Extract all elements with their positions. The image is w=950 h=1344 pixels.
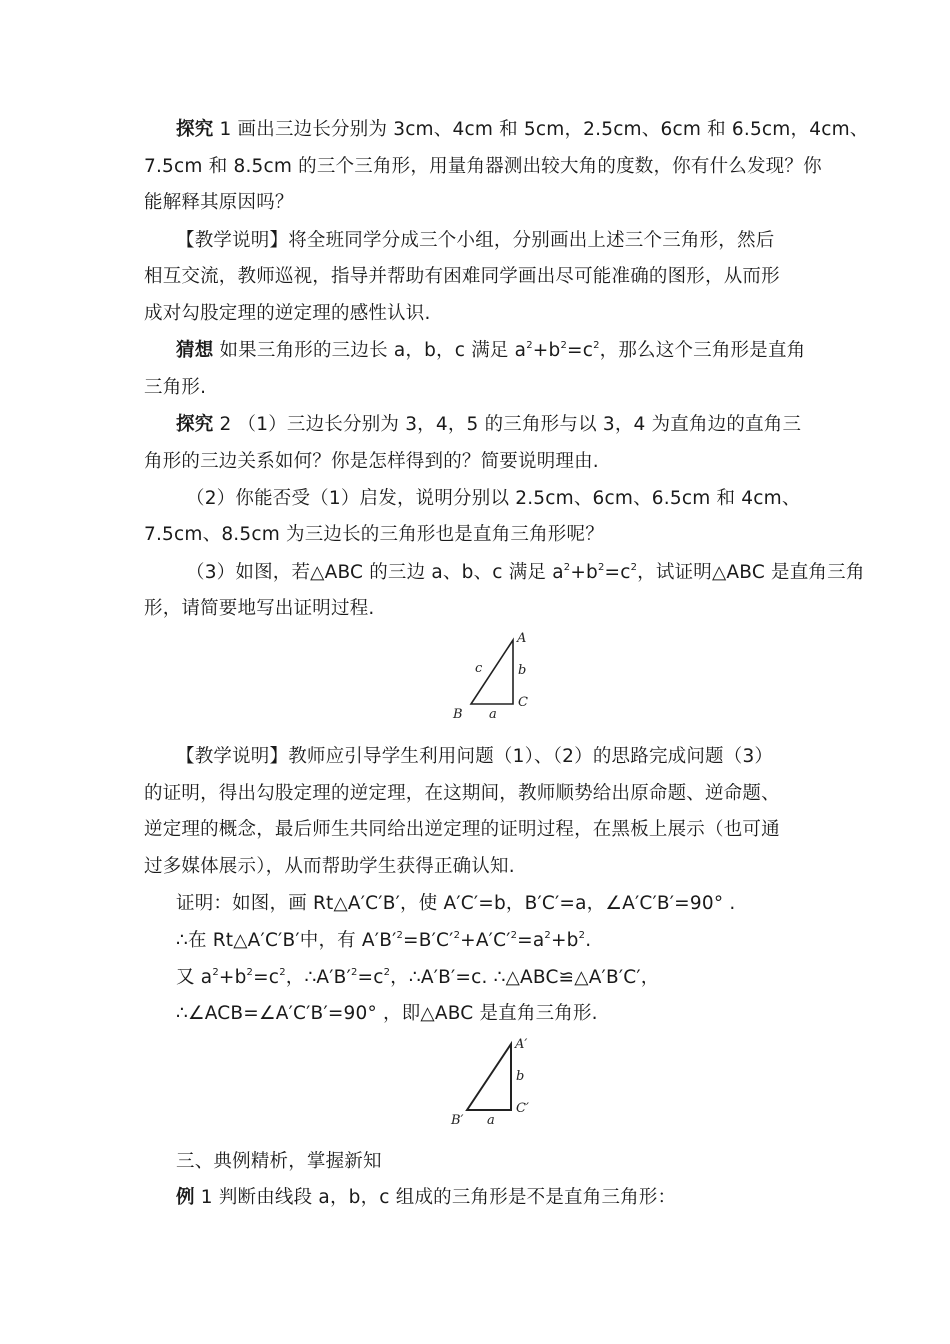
note1-line2: 相互交流，教师巡视，指导并帮助有困难同学画出尽可能准确的图形，从而形 [144, 266, 780, 287]
explore2-line2: 角形的三边关系如何？你是怎样得到的？简要说明理由. [144, 451, 599, 472]
proof-line1: 证明：如图，画 Rt△A′C′B′，使 A′C′=b，B′C′=a，∠A′C′B′=90° . [176, 893, 736, 914]
triangle-abc-prime-figure [445, 1036, 555, 1132]
label-B-prime: B′ [451, 1113, 464, 1128]
explore2-line1: 探究 2 （1）三边长分别为 3，4，5 的三角形与以 3，4 为直角边的直角三 [176, 414, 802, 435]
label-A: A [517, 631, 527, 646]
guess-line1: 猜想 如果三角形的三边长 a，b，c 满足 $a^2+b^2=c^2$，那么这个三角形是直角 [176, 340, 806, 361]
note2-line2: 的证明，得出勾股定理的逆定理，在这期间，教师顺势给出原命题、逆命题、 [144, 783, 780, 804]
guess-label: 猜想 [176, 340, 214, 361]
example1-line: 例 1 判断由线段 a，b，c 组成的三角形是不是直角三角形： [176, 1187, 677, 1208]
proof-line3: 又 $a^2+b^2=c^2$，$\therefore A'B'^2=c^2$，∴A′B′=c. ∴△ABC≌△A′B′C′， [176, 967, 660, 988]
proof-line2: ∴在 Rt△A′C′B′中，有 $A'B'^2=B'C'^2+A'C'^2=a^2+b^2$. [176, 930, 592, 951]
note2-line4: 过多媒体展示），从而帮助学生获得正确认知. [144, 856, 515, 877]
explore2-q2-line1: （2）你能否受（1）启发，说明分别以 2.5cm、6cm、6.5cm 和 4cm、 [186, 488, 801, 509]
section3-title: 三、典例精析，掌握新知 [176, 1151, 382, 1172]
explore2-q3-line1: （3）如图，若△ABC 的三边 a、b、c 满足 $a^2+b^2=c^2$，试证明△ABC 是直角三角 [186, 562, 865, 583]
label-a: a [489, 707, 497, 722]
guess-line2: 三角形. [144, 377, 207, 398]
note2-line1: 【教学说明】教师应引导学生利用问题（1）、（2）的思路完成问题（3） [176, 746, 774, 767]
note1-line3: 成对勾股定理的逆定理的感性认识. [144, 303, 431, 324]
label-b-prime: b [516, 1069, 525, 1084]
example1-label: 例 [176, 1187, 195, 1208]
explore1-label: 探究 [176, 119, 214, 140]
proof-line4: ∴∠ACB=∠A′C′B′=90° ，即△ABC 是直角三角形. [176, 1003, 598, 1024]
label-B: B [453, 707, 463, 722]
label-C: C [518, 695, 528, 710]
note1-line1: 【教学说明】将全班同学分成三个小组，分别画出上述三个三角形，然后 [176, 230, 775, 251]
label-A-prime: A′ [515, 1037, 528, 1052]
label-c: c [475, 661, 483, 676]
label-C-prime: C′ [516, 1101, 529, 1116]
label-b: b [518, 663, 527, 678]
explore1-line3: 能解释其原因吗？ [144, 192, 294, 213]
triangle-abc-figure [445, 628, 545, 724]
explore2-label: 探究 [176, 414, 214, 435]
explore1-line1: 探究 1 画出三边长分别为 3cm、4cm 和 5cm，2.5cm、6cm 和 6.5cm，4cm、 [176, 119, 869, 140]
label-a-prime: a [487, 1113, 495, 1128]
note2-line3: 逆定理的概念，最后师生共同给出逆定理的证明过程，在黑板上展示（也可通 [144, 819, 780, 840]
explore1-line2: 7.5cm 和 8.5cm 的三个三角形，用量角器测出较大角的度数，你有什么发现？你 [144, 156, 822, 177]
explore2-q3-line2: 形，请简要地写出证明过程. [144, 598, 375, 619]
explore2-q2-line2: 7.5cm、8.5cm 为三边长的三角形也是直角三角形呢？ [144, 524, 604, 545]
triangle-abc-prime [467, 1044, 511, 1110]
